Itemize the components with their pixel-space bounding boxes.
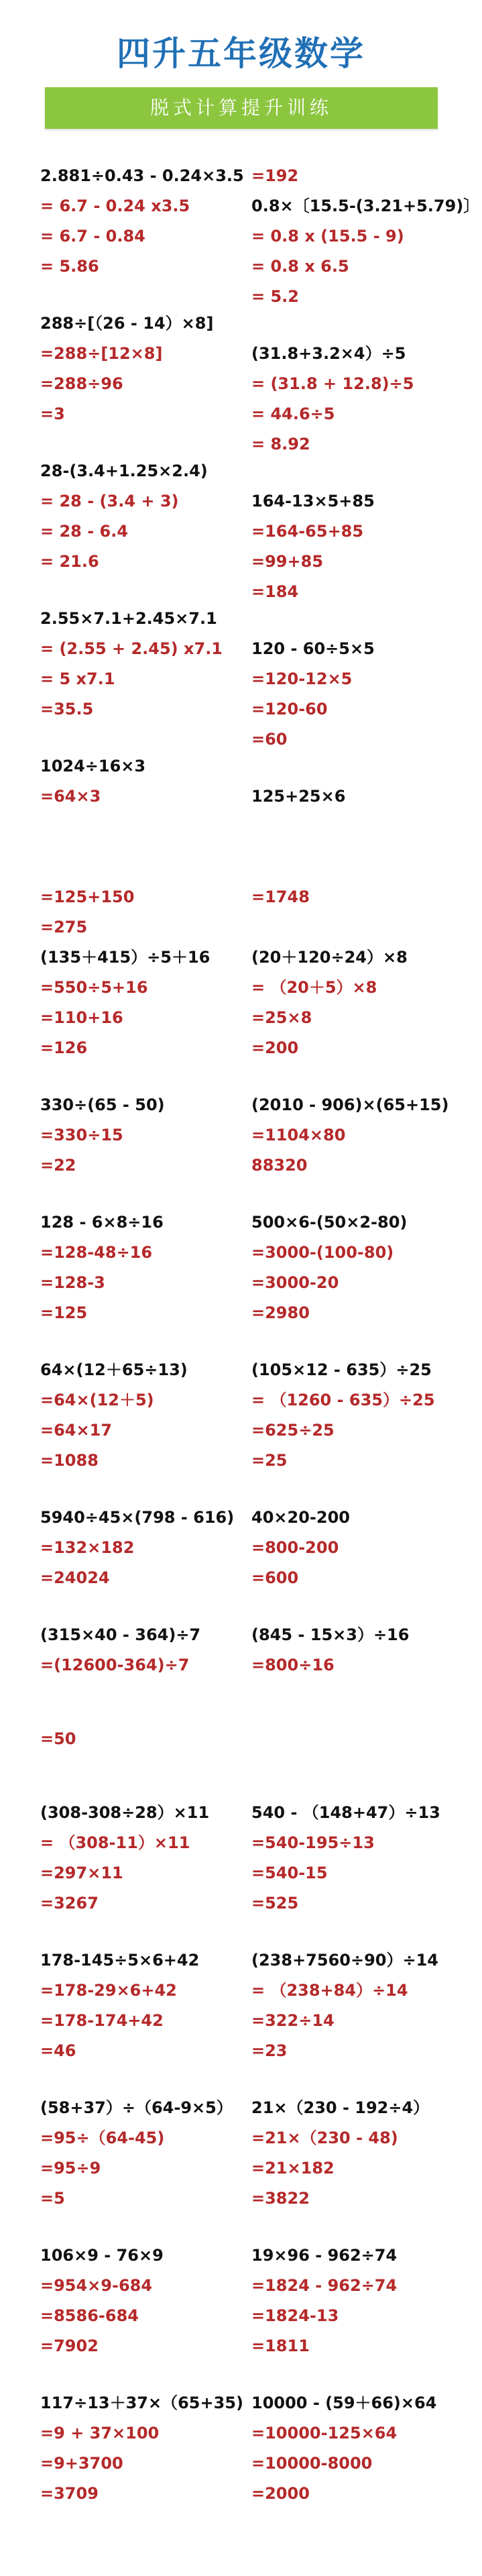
problem-block bbox=[251, 161, 459, 191]
solution-step: =540-15 bbox=[251, 1864, 328, 1882]
solution-step: =125 bbox=[40, 1303, 88, 1322]
solution-step: =330÷15 bbox=[40, 1126, 123, 1144]
problem-block bbox=[251, 1208, 459, 1328]
solution-step: =2980 bbox=[251, 1303, 310, 1322]
problem-expression: 5940÷45×(798 - 616) bbox=[40, 1508, 235, 1527]
solution-step: = 6.7 - 0.84 bbox=[40, 227, 145, 246]
solution-step: = 0.8 x (15.5 - 9) bbox=[251, 227, 404, 246]
problem-block bbox=[251, 2241, 459, 2361]
solution-step: =25×8 bbox=[251, 1008, 312, 1027]
problem-block bbox=[40, 309, 248, 429]
problem-expression: (135＋415）÷5＋16 bbox=[40, 948, 210, 967]
problem-block bbox=[251, 943, 459, 1063]
problem-block bbox=[40, 604, 248, 724]
problem-block bbox=[40, 1503, 248, 1593]
solution-step: = 28 - 6.4 bbox=[40, 522, 129, 541]
problem-expression: 164-13×5+85 bbox=[251, 492, 375, 511]
solution-step: =99+85 bbox=[251, 552, 324, 571]
solution-step: =9 + 37×100 bbox=[40, 2424, 160, 2443]
solution-step: =275 bbox=[40, 918, 88, 936]
solution-step: =110+16 bbox=[40, 1008, 123, 1027]
problem-block bbox=[251, 1798, 459, 1919]
problem-expression: 106×9 - 76×9 bbox=[40, 2246, 164, 2265]
problem-expression: 178-145÷5×6+42 bbox=[40, 1951, 200, 1970]
solution-step: =3822 bbox=[251, 2189, 310, 2208]
solution-step: 88320 bbox=[251, 1156, 308, 1175]
solution-step: =200 bbox=[251, 1038, 299, 1057]
problem-expression: 21×（230 - 192÷4） bbox=[251, 2098, 430, 2117]
solution-step: =(12600-364)÷7 bbox=[40, 1656, 190, 1674]
problem-expression: 128 - 6×8÷16 bbox=[40, 1213, 164, 1232]
solution-step: =550÷5+16 bbox=[40, 978, 148, 997]
solution-step: = 6.7 - 0.24 x3.5 bbox=[40, 197, 190, 215]
problem-block bbox=[251, 1090, 459, 1181]
solution-step: =3 bbox=[40, 405, 65, 423]
problem-expression: 1024÷16×3 bbox=[40, 757, 146, 775]
solution-step: =954×9-684 bbox=[40, 2276, 153, 2295]
problem-block bbox=[40, 1945, 248, 2066]
problem-expression: 10000 - (59＋66)×64 bbox=[251, 2394, 437, 2412]
solution-step: =64×(12＋5) bbox=[40, 1391, 154, 1409]
problem-block bbox=[40, 2241, 248, 2361]
solution-step: =46 bbox=[40, 2041, 76, 2060]
problem-block bbox=[251, 1945, 459, 2066]
problem-block bbox=[40, 751, 248, 812]
solution-step: =800-200 bbox=[251, 1538, 339, 1557]
solution-step: =192 bbox=[251, 166, 299, 185]
problem-block bbox=[40, 456, 248, 577]
problem-expression: (31.8+3.2×4）÷5 bbox=[251, 344, 406, 363]
problem-block bbox=[40, 1798, 248, 1919]
problem-expression: (315×40 - 364)÷7 bbox=[40, 1625, 201, 1644]
problem-expression: 40×20-200 bbox=[251, 1508, 350, 1527]
page-title: 四升五年级数学 bbox=[117, 34, 365, 73]
solution-step: = 28 - (3.4 + 3) bbox=[40, 492, 179, 511]
solution-step: =164-65+85 bbox=[251, 522, 364, 541]
problem-expression: 2.55×7.1+2.45×7.1 bbox=[40, 609, 217, 628]
problem-block bbox=[40, 161, 248, 282]
solution-step: = （238+84）÷14 bbox=[251, 1981, 408, 2000]
solution-step: =125+150 bbox=[40, 888, 135, 906]
solution-step: = 44.6÷5 bbox=[251, 405, 335, 423]
solution-step: =2000 bbox=[251, 2484, 310, 2503]
solution-step: =126 bbox=[40, 1038, 88, 1057]
problem-expression: 120 - 60÷5×5 bbox=[251, 639, 375, 658]
problem-expression: (238+7560÷90）÷14 bbox=[251, 1951, 438, 1970]
solution-step: =50 bbox=[40, 1729, 76, 1748]
problem-block bbox=[251, 1503, 459, 1593]
solution-step: =24024 bbox=[40, 1568, 110, 1587]
solution-step: =95÷9 bbox=[40, 2159, 101, 2178]
solution-step: =7902 bbox=[40, 2337, 99, 2355]
problem-block bbox=[251, 191, 480, 312]
problem-block bbox=[251, 782, 459, 812]
subtitle-banner: 脱式计算提升训练 bbox=[45, 87, 438, 129]
problem-expression: (845 - 15×3）÷16 bbox=[251, 1625, 410, 1644]
solution-step: =1748 bbox=[251, 888, 310, 906]
problem-expression: 28-(3.4+1.25×2.4) bbox=[40, 462, 208, 480]
solution-step: =540-195÷13 bbox=[251, 1833, 375, 1852]
problem-block bbox=[251, 882, 459, 912]
problem-block bbox=[251, 486, 459, 607]
solution-step: = （1260 - 635）÷25 bbox=[251, 1391, 435, 1409]
solution-step: =128-3 bbox=[40, 1273, 105, 1292]
solution-step: =21×（230 - 48) bbox=[251, 2129, 398, 2147]
problem-expression: 500×6-(50×2-80) bbox=[251, 1213, 408, 1232]
solution-step: =3709 bbox=[40, 2484, 99, 2503]
problem-expression: 0.8×〔15.5-(3.21+5.79)〕 bbox=[251, 197, 480, 215]
solution-step: =178-29×6+42 bbox=[40, 1981, 177, 2000]
solution-step: =800÷16 bbox=[251, 1656, 335, 1674]
solution-step: =3000-(100-80) bbox=[251, 1243, 394, 1262]
problem-block bbox=[251, 1355, 459, 1476]
problem-expression: (2010 - 906)×(65+15) bbox=[251, 1095, 449, 1114]
problem-expression: 117÷13＋37×（65+35) bbox=[40, 2394, 243, 2412]
solution-step: =25 bbox=[251, 1451, 288, 1470]
solution-step: =64×3 bbox=[40, 787, 101, 806]
solution-step: =178-174+42 bbox=[40, 2011, 164, 2030]
solution-step: = 21.6 bbox=[40, 552, 99, 571]
problem-expression: (308-308÷28）×11 bbox=[40, 1803, 210, 1822]
solution-step: =23 bbox=[251, 2041, 288, 2060]
problem-block bbox=[40, 882, 248, 943]
problem-block bbox=[251, 1620, 459, 1680]
problem-block bbox=[40, 2093, 248, 2214]
solution-step: =3267 bbox=[40, 1894, 99, 1913]
solution-step: =9+3700 bbox=[40, 2454, 123, 2473]
problem-block bbox=[40, 2388, 248, 2509]
solution-step: =525 bbox=[251, 1894, 299, 1913]
solution-step: =120-12×5 bbox=[251, 669, 353, 688]
problem-block bbox=[251, 634, 459, 755]
solution-step: =95÷（64-45) bbox=[40, 2129, 165, 2147]
solution-step: =288÷[12×8] bbox=[40, 344, 163, 363]
solution-step: =21×182 bbox=[251, 2159, 335, 2178]
solution-step: =10000-125×64 bbox=[251, 2424, 398, 2443]
problem-expression: 2.881÷0.43 - 0.24×3.5 bbox=[40, 166, 244, 185]
solution-step: = (31.8 + 12.8)÷5 bbox=[251, 374, 414, 393]
problem-expression: (58+37）÷（64-9×5） bbox=[40, 2098, 233, 2117]
problem-block bbox=[40, 1724, 248, 1754]
problem-block bbox=[40, 943, 248, 1063]
solution-step: = (2.55 + 2.45) x7.1 bbox=[40, 639, 223, 658]
problem-block bbox=[40, 1090, 248, 1181]
solution-step: =1811 bbox=[251, 2337, 310, 2355]
solution-step: =184 bbox=[251, 582, 299, 601]
solution-step: =60 bbox=[251, 730, 288, 749]
solution-step: =322÷14 bbox=[251, 2011, 335, 2030]
problem-expression: 288÷[（26 - 14）×8] bbox=[40, 314, 214, 333]
problem-expression: 540 - （148+47）÷13 bbox=[251, 1803, 440, 1822]
solution-step: =64×17 bbox=[40, 1421, 113, 1440]
solution-step: = 5 x7.1 bbox=[40, 669, 115, 688]
solution-step: = 8.92 bbox=[251, 435, 310, 453]
solution-step: =1104×80 bbox=[251, 1126, 346, 1144]
problem-block bbox=[40, 1355, 248, 1476]
problem-expression: 330÷(65 - 50) bbox=[40, 1095, 165, 1114]
solution-step: =22 bbox=[40, 1156, 76, 1175]
solution-step: =10000-8000 bbox=[251, 2454, 373, 2473]
solution-step: =120-60 bbox=[251, 700, 328, 718]
solution-step: = 5.2 bbox=[251, 287, 299, 306]
problem-block bbox=[251, 339, 459, 460]
problem-expression: 19×96 - 962÷74 bbox=[251, 2246, 398, 2265]
solution-step: = （20＋5）×8 bbox=[251, 978, 377, 997]
solution-step: =128-48÷16 bbox=[40, 1243, 153, 1262]
solution-step: =1824 - 962÷74 bbox=[251, 2276, 398, 2295]
solution-step: =1824-13 bbox=[251, 2306, 339, 2325]
problem-expression: 64×(12＋65÷13) bbox=[40, 1360, 188, 1379]
solution-step: =625÷25 bbox=[251, 1421, 335, 1440]
problem-block bbox=[40, 1620, 248, 1680]
solution-step: =35.5 bbox=[40, 700, 94, 718]
solution-step: =3000-20 bbox=[251, 1273, 339, 1292]
solution-step: =8586-684 bbox=[40, 2306, 139, 2325]
problem-expression: 125+25×6 bbox=[251, 787, 346, 806]
problem-expression: (20＋120÷24）×8 bbox=[251, 948, 408, 967]
problem-expression: (105×12 - 635）÷25 bbox=[251, 1360, 432, 1379]
solution-step: =1088 bbox=[40, 1451, 99, 1470]
solution-step: =132×182 bbox=[40, 1538, 135, 1557]
solution-step: = 5.86 bbox=[40, 257, 99, 276]
solution-step: = （308-11）×11 bbox=[40, 1833, 190, 1852]
solution-step: =297×11 bbox=[40, 1864, 123, 1882]
problem-block bbox=[40, 1208, 248, 1328]
problem-block bbox=[251, 2093, 459, 2214]
solution-step: =288÷96 bbox=[40, 374, 123, 393]
problem-block bbox=[251, 2388, 459, 2509]
solution-step: =5 bbox=[40, 2189, 65, 2208]
solution-step: = 0.8 x 6.5 bbox=[251, 257, 349, 276]
solution-step: =600 bbox=[251, 1568, 299, 1587]
